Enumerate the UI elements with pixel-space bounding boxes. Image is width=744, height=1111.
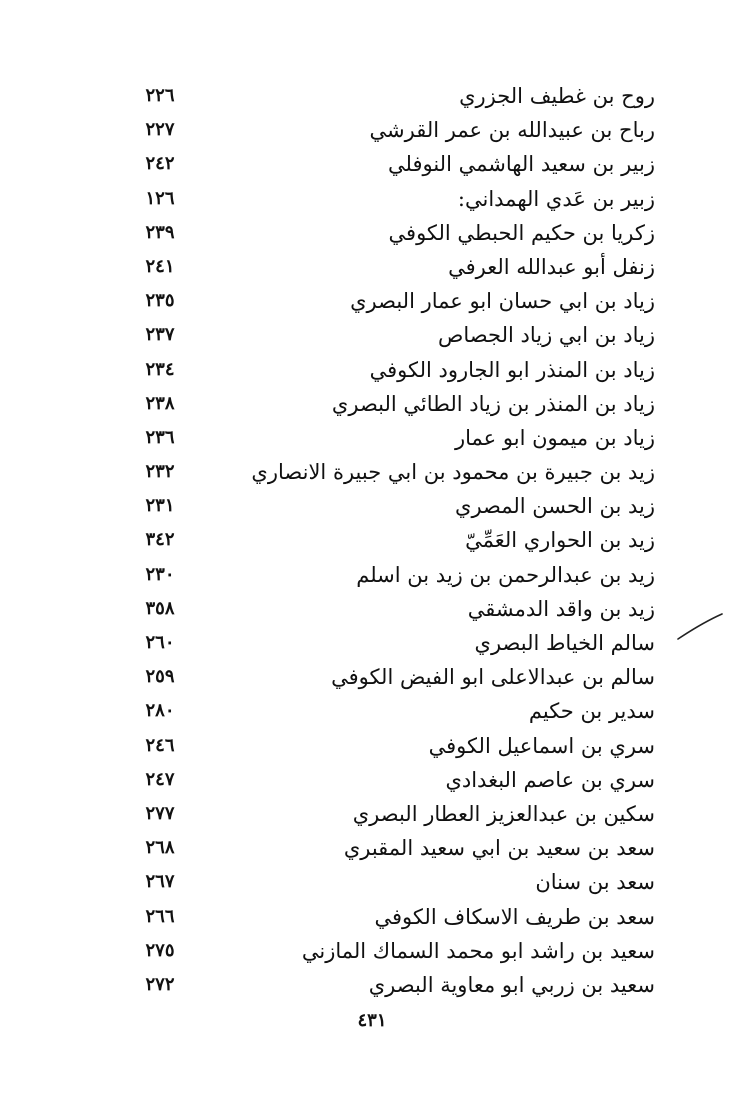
entry-name: سعيد بن زربي ابو معاوية البصري xyxy=(368,972,655,997)
index-entry xyxy=(130,489,655,523)
entry-page-number: ٢٣٦ xyxy=(145,426,175,448)
entry-page-number: ٢٢٦ xyxy=(145,85,175,106)
entry-name: زبير بن سعيد الهاشمي النوفلي xyxy=(388,152,655,177)
index-entry xyxy=(130,831,655,865)
entry-name: زيد بن عبدالرحمن بن زيد بن اسلم xyxy=(356,562,655,587)
entry-name: زكريا بن حكيم الحبطي الكوفي xyxy=(388,220,655,245)
index-entry xyxy=(130,797,655,831)
index-entry xyxy=(130,421,655,455)
entry-name: زياد بن المنذر بن زياد الطائي البصري xyxy=(331,391,655,416)
index-entry xyxy=(130,865,655,899)
entry-name: زنفل أبو عبدالله العرفي xyxy=(448,254,655,279)
entry-name: زيد بن جبيرة بن محمود بن ابي جبيرة الانصاري xyxy=(251,460,655,485)
index-entry xyxy=(130,934,655,968)
entry-page-number: ٢٦٦ xyxy=(145,905,175,927)
index-entry xyxy=(130,558,655,592)
entry-page-number: ١٢٦ xyxy=(145,187,175,209)
entry-page-number: ٢٣٤ xyxy=(145,358,175,380)
entry-page-number: ٣٥٨ xyxy=(145,597,175,619)
entry-name: سدير بن حكيم xyxy=(528,699,655,724)
entry-name: زياد بن ابي حسان ابو عمار البصري xyxy=(350,289,655,314)
entry-page-number: ٢٤٦ xyxy=(145,734,175,756)
margin-pen-mark xyxy=(676,612,724,642)
index-entry xyxy=(130,592,655,626)
entry-name: سعد بن سعيد بن ابي سعيد المقبري xyxy=(343,836,655,861)
index-entry xyxy=(130,284,655,318)
index-entry xyxy=(130,113,655,147)
entry-name: سري بن اسماعيل الكوفي xyxy=(428,733,655,758)
entry-name: رباح بن عبيدالله بن عمر القرشي xyxy=(369,118,655,143)
index-entry xyxy=(130,79,655,113)
entry-page-number: ٢٣٠ xyxy=(145,563,175,585)
entry-page-number: ٢٧٧ xyxy=(145,802,175,824)
index-entry xyxy=(130,387,655,421)
entry-name: زياد بن ميمون ابو عمار xyxy=(454,425,655,450)
index-entry xyxy=(130,455,655,489)
entry-page-number: ٢٣٥ xyxy=(145,290,175,312)
entry-page-number: ٢٦٧ xyxy=(145,871,175,893)
entry-name: سالم بن عبدالاعلى ابو الفيض الكوفي xyxy=(331,665,655,690)
entry-name: زياد بن المنذر ابو الجارود الكوفي xyxy=(369,357,655,382)
entry-page-number: ٣٤٢ xyxy=(145,529,175,551)
name-index-list xyxy=(130,79,655,1002)
index-entry xyxy=(130,626,655,660)
entry-name: زياد بن ابي زياد الجصاص xyxy=(438,323,655,348)
entry-name: زيد بن واقد الدمشقي xyxy=(467,596,655,621)
index-entry xyxy=(130,523,655,557)
entry-page-number: ٢٢٧ xyxy=(145,119,175,141)
index-entry xyxy=(130,216,655,250)
entry-page-number: ٢٥٩ xyxy=(145,666,175,688)
entry-name: سالم الخياط البصري xyxy=(474,631,655,655)
entry-page-number: ٢٧٥ xyxy=(145,939,175,961)
entry-page-number: ٢٦٨ xyxy=(145,837,175,859)
index-entry xyxy=(130,318,655,352)
index-entry xyxy=(130,694,655,728)
entry-page-number: ٢٣٩ xyxy=(145,221,175,243)
entry-name: سعيد بن راشد ابو محمد السماك المازني xyxy=(301,938,655,963)
entry-page-number: ٢٤٢ xyxy=(145,153,175,175)
index-entry xyxy=(130,353,655,387)
entry-page-number: ٢٨٠ xyxy=(145,700,175,722)
entry-page-number: ٢٧٢ xyxy=(145,973,175,995)
entry-name: زيد بن الحواري العَمِّيّ xyxy=(465,528,655,553)
entry-name: سعد بن سنان xyxy=(535,870,655,895)
entry-page-number: ٢٤٧ xyxy=(145,768,175,790)
index-entry xyxy=(130,968,655,1002)
index-entry xyxy=(130,182,655,216)
index-entry xyxy=(130,147,655,181)
index-entry xyxy=(130,729,655,763)
entry-page-number: ٢٤١ xyxy=(145,255,175,277)
index-entry xyxy=(130,660,655,694)
entry-name: سعد بن طريف الاسكاف الكوفي xyxy=(374,904,655,929)
index-entry xyxy=(130,763,655,797)
entry-page-number: ٢٦٠ xyxy=(145,632,175,653)
entry-name: زبير بن عَدي الهمداني: xyxy=(457,186,655,211)
page-number: ٤٣١ xyxy=(357,1010,387,1031)
entry-name: زيد بن الحسن المصري xyxy=(455,494,655,519)
entry-name: سكين بن عبدالعزيز العطار البصري xyxy=(352,801,655,826)
entry-name: سري بن عاصم البغدادي xyxy=(445,767,655,792)
entry-page-number: ٢٣١ xyxy=(145,495,175,517)
index-entry xyxy=(130,250,655,284)
index-entry xyxy=(130,900,655,934)
entry-page-number: ٢٣٨ xyxy=(145,392,175,414)
entry-page-number: ٢٣٧ xyxy=(145,324,175,346)
entry-page-number: ٢٣٢ xyxy=(145,461,175,483)
entry-name: روح بن غطيف الجزري xyxy=(459,84,655,108)
